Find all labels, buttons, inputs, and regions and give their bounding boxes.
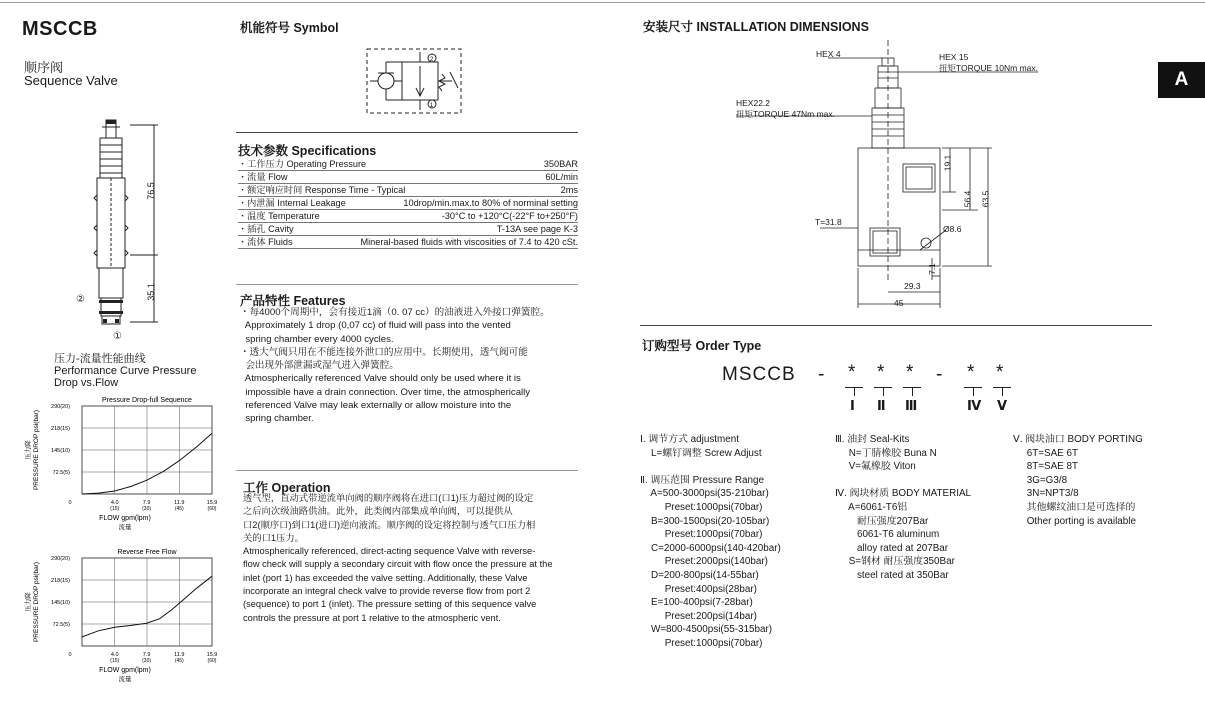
- features-text: [240, 306, 580, 426]
- x-tick-label: 4.0: [110, 500, 119, 506]
- order-col1-line: A=500-3000psi(35-210bar): [640, 488, 769, 500]
- x-axis-label-cn: 流量: [118, 675, 132, 683]
- cartridge-drawing: [68, 115, 168, 345]
- chart-title: Reverse Free Flow: [117, 549, 177, 556]
- order-col1-line: Preset:1000psi(70bar): [640, 501, 763, 513]
- model-title: MSCCB: [22, 18, 98, 40]
- spec-row: [238, 184, 578, 197]
- dim-torque47: 扭矩TORQUE 47Nm max.: [736, 109, 836, 119]
- valve-name-cn: 顺序阀: [24, 60, 64, 75]
- operation-lines-line: 透气型，直动式带逆流单向阀的顺序阀将在进口(口1)压力超过阀的设定: [243, 493, 534, 503]
- x-tick-sub: (45): [174, 658, 184, 664]
- x-tick-label: 0: [68, 500, 72, 506]
- y-axis-label: PRESSURE DROP psi(bar): [33, 409, 40, 491]
- order-col1-line: Ⅱ. 调压范围 Pressure Range: [640, 474, 764, 486]
- features-rule: [236, 284, 578, 285]
- dim-hex15: HEX 15: [939, 52, 969, 62]
- section-tab[interactable]: A: [1158, 62, 1205, 98]
- chart-pressure-drop-full-sequence: [12, 394, 222, 534]
- order-col1-line: W=800-4500psi(55-315bar): [640, 624, 773, 636]
- x-tick-label: 15.9: [206, 500, 218, 506]
- features-lines-line: Atmospherically referenced Valve should only be used where it is: [240, 373, 521, 385]
- x-tick-sub: (30): [142, 658, 152, 664]
- y-tick-label: 290(20): [51, 556, 70, 562]
- order-model: MSCCB: [722, 364, 796, 385]
- cartridge-port-1: ①: [113, 331, 122, 342]
- spec-row: [238, 223, 578, 236]
- y-axis-label: PRESSURE DROP psi(bar): [33, 561, 40, 643]
- order-column-3: [1013, 433, 1143, 528]
- order-col3-line: 8T=SAE 8T: [1013, 461, 1079, 473]
- order-col1-line: Ⅰ. 调节方式 adjustment: [640, 434, 739, 445]
- dim-diameter: Ø8.6: [943, 224, 962, 234]
- order-star-3: *: [906, 362, 914, 383]
- operation-lines-line: (sequence) to port 1 (inlet). The pressure setting of this sequence valve: [243, 599, 537, 610]
- dim-56-4: 56.4: [962, 190, 973, 208]
- top-rule: [0, 2, 1205, 3]
- hydraulic-symbol: [366, 48, 462, 114]
- order-col1-line: Preset:2000psi(140bar): [640, 556, 768, 568]
- order-roman-2: Ⅱ: [877, 398, 886, 413]
- valve-name-en: Sequence Valve: [24, 73, 118, 88]
- operation-lines-line: flow check will supply a secondary circuit with flow once the pressure at the: [243, 559, 553, 570]
- y-tick-label: 218(15): [51, 426, 70, 432]
- spec-row: [238, 236, 578, 249]
- order-roman-4: Ⅳ: [967, 398, 982, 413]
- y-tick-label: 145(10): [51, 600, 70, 606]
- chart-reverse-free-flow: [12, 546, 222, 686]
- y-tick-label: 218(15): [51, 578, 70, 584]
- installation-title: 安装尺寸 INSTALLATION DIMENSIONS: [643, 20, 869, 34]
- order-stem-1: [854, 388, 855, 396]
- dim-torque10: 扭矩TORQUE 10Nm max.: [939, 63, 1039, 73]
- order-col1-line: D=200-800psi(14-55bar): [640, 569, 759, 581]
- order-rule: [640, 325, 1152, 326]
- specs-title: 技术参数 Specifications: [238, 144, 377, 158]
- spec-value: -30°C to +120°C(-22°F to+250°F): [441, 211, 578, 221]
- operation-lines-line: 之后向次级油路供油。此外，此类阀内部集成单向阀，可以提供从: [243, 506, 513, 517]
- order-col1-line: [640, 460, 781, 474]
- spec-row: [238, 158, 578, 171]
- symbol-port-1: 1: [430, 103, 434, 109]
- dim-45: 45: [894, 298, 904, 308]
- order-col2-line: S=钢材 耐压强度350Bar: [835, 556, 955, 568]
- order-col2-line: A=6061-T6铝: [835, 501, 908, 513]
- symbol-port-2: 2: [430, 57, 434, 63]
- y-tick-label: 145(10): [51, 448, 70, 454]
- order-col2-line: steel rated at 350Bar: [835, 569, 949, 581]
- y-tick-label: 72.5(5): [52, 470, 70, 476]
- operation-text: [243, 492, 581, 625]
- y-axis-label-cn: 压力降: [24, 440, 32, 460]
- operation-lines-line: controls the pressure at port 1 relative to the atmospheric vent.: [243, 612, 501, 623]
- order-dash-1: -: [818, 364, 825, 385]
- order-col1-line: Preset:1000psi(70bar): [640, 529, 763, 541]
- chart-title: Pressure Drop-full Sequence: [102, 397, 192, 404]
- order-col1-line: L=螺钉调整 Screw Adjust: [640, 447, 762, 459]
- cartridge-port-2: ②: [76, 294, 85, 305]
- order-col3-line: 6T=SAE 6T: [1013, 447, 1079, 459]
- performance-title-cn: 压力-流量性能曲线: [54, 353, 146, 365]
- order-col2-line: 6061-T6 aluminum: [835, 529, 940, 541]
- order-stem-5: [1002, 388, 1003, 396]
- spec-value: 10drop/min.max.to 80% of norminal setting: [403, 198, 578, 208]
- order-col2-line: V=氟橡胶 Viton: [835, 461, 916, 473]
- x-tick-label: 7.9: [142, 652, 151, 658]
- spec-value: 2ms: [560, 185, 578, 195]
- order-col3-line: 3N=NPT3/8: [1013, 488, 1079, 500]
- dim-29-3: 29.3: [904, 281, 921, 291]
- x-tick-label: 7.9: [142, 500, 151, 506]
- x-axis-label: FLOW gpm(lpm): [99, 667, 151, 674]
- y-tick-label: 72.5(5): [52, 622, 70, 628]
- order-col3-line: 3G=G3/8: [1013, 474, 1068, 486]
- order-col2-line: alloy rated at 207Bar: [835, 542, 949, 554]
- order-column-2: [835, 433, 971, 583]
- x-tick-label: 4.0: [110, 652, 119, 658]
- features-lines-line: spring chamber.: [240, 413, 314, 425]
- y-tick-label: 290(20): [51, 404, 70, 410]
- specs-top-rule: [236, 132, 578, 133]
- spec-label: ・流体 Fluids: [238, 237, 293, 247]
- x-tick-label: 11.9: [174, 652, 185, 658]
- order-roman-1: Ⅰ: [850, 398, 855, 413]
- spec-label: ・温度 Temperature: [238, 211, 320, 221]
- dim-t: T=31.8: [815, 217, 842, 227]
- operation-lines-line: inlet (port 1) has exceeded the valve setting. Additionally, these Valve: [243, 572, 528, 583]
- order-dash-2: -: [936, 364, 943, 385]
- dim-19-1: 19.1: [942, 154, 953, 172]
- order-col1-line: Preset:200psi(14bar): [640, 610, 757, 622]
- x-tick-sub: (30): [142, 506, 152, 512]
- features-lines-line: ・每4000个周期中，会有接近1滴（0. 07 cc）的油液进入外接口弹簧腔。: [240, 307, 550, 318]
- operation-title: 工作 Operation: [243, 481, 331, 495]
- order-star-2: *: [877, 362, 885, 383]
- x-tick-sub: (15): [110, 658, 120, 664]
- operation-lines-line: incorporate an integral check valve to provide reverse flow from port 2: [243, 586, 531, 597]
- order-col3-line: Other porting is available: [1013, 515, 1136, 527]
- order-roman-3: Ⅲ: [905, 398, 918, 413]
- features-lines-line: impossible have a drain connection. Over time, the atmospherically: [240, 386, 531, 398]
- features-lines-line: referenced Valve may leak externally or allow moisture into the: [240, 400, 512, 412]
- features-title: 产品特性 Features: [240, 294, 346, 308]
- x-tick-sub: (60): [207, 658, 217, 664]
- order-col2-line: [835, 474, 971, 488]
- dim-hex22: HEX22.2: [736, 98, 771, 108]
- order-col2-line: Ⅳ. 阀块材质 BODY MATERIAL: [835, 488, 972, 500]
- features-lines-line: 会出现外部泄漏或湿气进入弹簧腔。: [240, 360, 399, 372]
- order-roman-5: Ⅴ: [997, 398, 1008, 413]
- dim-hex4: HEX 4: [816, 49, 841, 59]
- spec-label: ・额定响应时间 Response Time - Typical: [238, 185, 406, 195]
- x-tick-sub: (60): [207, 506, 217, 512]
- symbol-title: 机能符号 Symbol: [240, 21, 339, 35]
- order-col1-line: Preset:400psi(28bar): [640, 583, 757, 595]
- order-col2-line: Ⅲ. 油封 Seal-Kits: [835, 434, 910, 445]
- order-title: 订购型号 Order Type: [642, 339, 762, 353]
- order-star-4: *: [967, 362, 975, 383]
- spec-label: ・流量 Flow: [238, 172, 288, 182]
- spec-row: [238, 197, 578, 210]
- x-tick-label: 15.9: [206, 652, 218, 658]
- order-col1-line: B=300-1500psi(20-105bar): [640, 515, 770, 527]
- y-axis-label-cn: 压力降: [24, 592, 32, 612]
- spec-value: T-13A see page K-3: [496, 224, 578, 234]
- spec-value: 60L/min: [545, 172, 578, 182]
- operation-lines-line: 关的口1压力。: [243, 532, 304, 543]
- installation-drawing: [720, 40, 1050, 320]
- dim-63-5: 63.5: [980, 190, 991, 208]
- cartridge-dim-35-1: 35.1: [145, 283, 156, 301]
- spec-row: [238, 171, 578, 184]
- order-stem-3: [912, 388, 913, 396]
- order-stem-2: [883, 388, 884, 396]
- operation-lines-line: 口2(顺序口)到口1(进口)逆向液流。顺序阀的设定将控制与透气口压力相: [243, 519, 536, 530]
- x-axis-label-cn: 流量: [118, 523, 132, 531]
- x-axis-label: FLOW gpm(lpm): [99, 515, 151, 522]
- spec-label: ・内泄漏 Internal Leakage: [238, 198, 346, 208]
- order-col3-line: 其他螺纹油口是可选择的: [1013, 501, 1136, 513]
- spec-row: [238, 210, 578, 223]
- spec-value: Mineral-based fluids with viscosities of 7.4 to 420 cSt.: [360, 237, 578, 247]
- order-col2-line: 耐压强度207Bar: [835, 515, 929, 527]
- spec-label: ・工作压力 Operating Pressure: [238, 159, 367, 169]
- spec-value: 350BAR: [543, 159, 578, 169]
- order-column-1: [640, 433, 781, 651]
- order-col1-line: Preset:1000psi(70bar): [640, 637, 763, 649]
- order-star-1: *: [848, 362, 856, 383]
- x-tick-sub: (45): [174, 506, 184, 512]
- operation-rule: [236, 470, 578, 471]
- order-col3-line: Ⅴ. 阀块油口 BODY PORTING: [1013, 434, 1143, 445]
- cartridge-dim-76-5: 76.5: [145, 182, 156, 200]
- features-lines-line: ・透大气阀只用在不能连接外泄口的应用中。长期使用，透气阀可能: [240, 346, 528, 358]
- features-lines-line: Approximately 1 drop (0,07 cc) of fluid will pass into the vented: [240, 320, 511, 332]
- order-col1-line: C=2000-6000psi(140-420bar): [640, 542, 781, 554]
- features-lines-line: spring chamber every 4000 cycles.: [240, 333, 394, 345]
- order-col2-line: N=丁腈橡胶 Buna N: [835, 447, 937, 459]
- order-col1-line: E=100-400psi(7-28bar): [640, 597, 753, 609]
- x-tick-label: 0: [68, 652, 72, 658]
- performance-title-en2: Drop vs.Flow: [54, 377, 119, 389]
- operation-lines-line: Atmospherically referenced, direct-acting sequence Valve with reverse-: [243, 546, 536, 557]
- order-star-5: *: [996, 362, 1004, 383]
- x-tick-label: 11.9: [174, 500, 185, 506]
- performance-title-en1: Performance Curve Pressure: [54, 365, 197, 377]
- order-stem-4: [973, 388, 974, 396]
- x-tick-sub: (15): [110, 506, 120, 512]
- spec-label: ・插孔 Cavity: [238, 224, 294, 234]
- dim-7-1: 7.1: [926, 263, 937, 275]
